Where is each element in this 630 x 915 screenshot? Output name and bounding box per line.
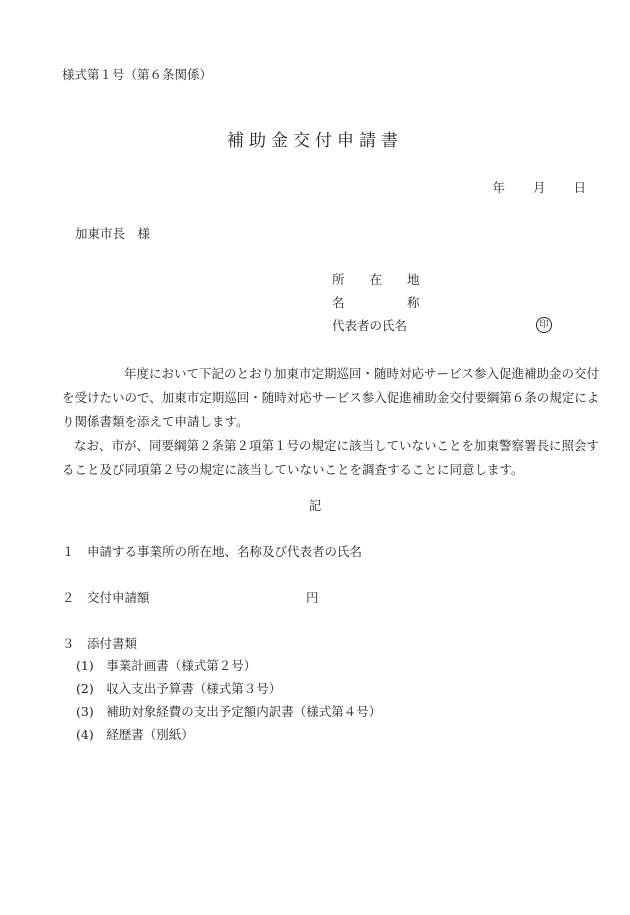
form-number: 様式第１号（第６条関係）	[62, 67, 213, 82]
addressee: 加東市長 様	[75, 226, 151, 241]
item-3: ３ 添付書類	[62, 636, 138, 651]
item-2: ２ 交付申請額	[62, 590, 150, 605]
representative-name-label: 代表者の氏名	[332, 318, 408, 333]
attachment-item: (4) 経歴書（別紙）	[76, 727, 194, 742]
date-year: 年	[492, 180, 505, 195]
date-day: 日	[573, 180, 586, 195]
document-title: 補助金交付申請書	[227, 131, 403, 151]
item-2-unit: 円	[306, 590, 319, 605]
ki-heading: 記	[308, 498, 322, 513]
application-body	[62, 362, 602, 482]
attachment-item: (1) 事業計画書（様式第２号）	[76, 658, 257, 673]
attachment-item: (3) 補助対象経費の支出予定額内訳書（様式第４号）	[76, 704, 382, 719]
date-month: 月	[532, 180, 546, 195]
applicant-name-label: 名 称	[332, 295, 420, 310]
body-paragraph-2: なお、市が、同要綱第２条第２項第１号の規定に該当していないことを加東警察署長に照会すること及び同項第２号の規定に該当していないことを調査することに同意します。	[62, 438, 600, 477]
seal-mark: 印	[536, 317, 552, 333]
attachment-item: (2) 収入支出予算書（様式第３号）	[76, 681, 282, 696]
item-1: １ 申請する事業所の所在地、名称及び代表者の氏名	[62, 544, 363, 559]
date-line	[492, 182, 586, 195]
body-paragraph-1: 年度において下記のとおり加東市定期巡回・随時対応サービス参入促進補助金の交付を受けたいので、加東市定期巡回・随時対応サービス参入促進補助金交付要綱第６条の規定により関係書類を添えて申請します。	[62, 366, 600, 429]
applicant-address-label: 所 在 地	[332, 272, 420, 287]
